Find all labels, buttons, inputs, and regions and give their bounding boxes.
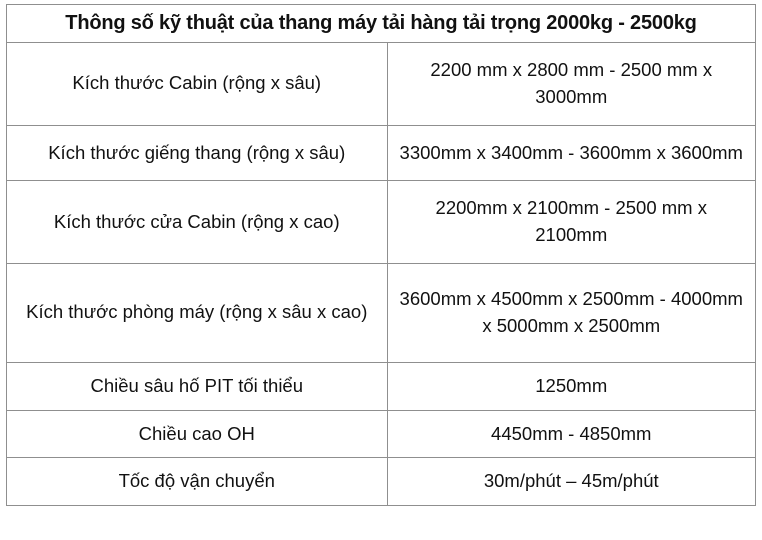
row-value-travel-speed: 30m/phút – 45m/phút bbox=[387, 458, 756, 506]
elevator-specification-table bbox=[6, 4, 756, 506]
row-label-cabin-door-size: Kích thước cửa Cabin (rộng x cao) bbox=[7, 181, 388, 264]
row-value-machine-room-size: 3600mm x 4500mm x 2500mm - 4000mm x 5000mm x 2500mm bbox=[387, 264, 756, 363]
row-value-cabin-size: 2200 mm x 2800 mm - 2500 mm x 3000mm bbox=[387, 43, 756, 126]
row-value-pit-depth: 1250mm bbox=[387, 362, 756, 410]
table-row bbox=[7, 43, 756, 126]
table-row bbox=[7, 458, 756, 506]
row-value-shaft-size: 3300mm x 3400mm - 3600mm x 3600mm bbox=[387, 125, 756, 181]
row-label-overhead-height: Chiều cao OH bbox=[7, 410, 388, 458]
row-label-shaft-size: Kích thước giếng thang (rộng x sâu) bbox=[7, 125, 388, 181]
table-row bbox=[7, 125, 756, 181]
table-row bbox=[7, 410, 756, 458]
table-row bbox=[7, 181, 756, 264]
row-value-overhead-height: 4450mm - 4850mm bbox=[387, 410, 756, 458]
table-title: Thông số kỹ thuật của thang máy tải hàng tải trọng 2000kg - 2500kg bbox=[7, 5, 756, 43]
row-label-travel-speed: Tốc độ vận chuyển bbox=[7, 458, 388, 506]
row-label-cabin-size: Kích thước Cabin (rộng x sâu) bbox=[7, 43, 388, 126]
row-label-pit-depth: Chiều sâu hố PIT tối thiểu bbox=[7, 362, 388, 410]
table-row bbox=[7, 362, 756, 410]
row-label-machine-room-size: Kích thước phòng máy (rộng x sâu x cao) bbox=[7, 264, 388, 363]
table-title-row bbox=[7, 5, 756, 43]
row-value-cabin-door-size: 2200mm x 2100mm - 2500 mm x 2100mm bbox=[387, 181, 756, 264]
table-row bbox=[7, 264, 756, 363]
